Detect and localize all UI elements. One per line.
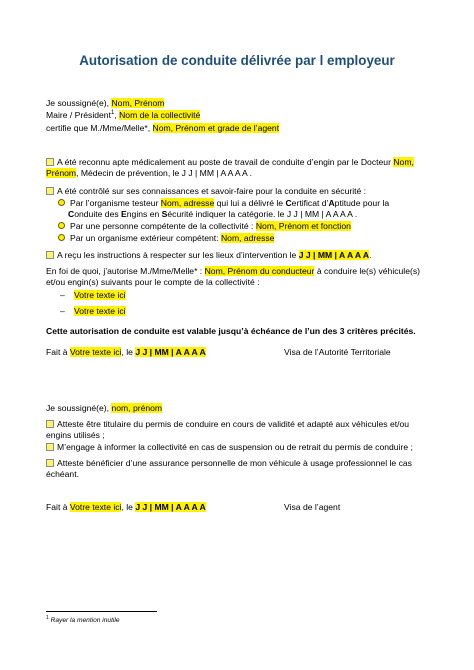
agent-date-field[interactable]: J J | MM | A A A A bbox=[135, 502, 206, 512]
medical-item-line2 bbox=[46, 168, 436, 179]
tester-text-b: qui lui a délivré le bbox=[214, 198, 286, 208]
instructions-checkbox[interactable] bbox=[46, 251, 54, 259]
dash-2: – bbox=[60, 306, 65, 316]
option-external bbox=[58, 233, 432, 244]
employer-visa-label: Visa de l’Autorité Territoriale bbox=[284, 347, 391, 357]
vehicle-field-1[interactable]: Votre texte ici bbox=[74, 290, 126, 300]
caces-date-text: écurité indiquer la catégorie. le J J | MM | A A A A . bbox=[167, 209, 358, 219]
option-tester bbox=[58, 198, 432, 209]
validity-statement: Cette autorisation de conduite est valable jusqu’à échéance de l’un des 3 critères précités. bbox=[46, 326, 416, 336]
medical-item bbox=[46, 157, 436, 168]
caces-text-f: ptitude pour la bbox=[334, 198, 390, 208]
licence-item-line2: engins utilisés ; bbox=[46, 430, 105, 440]
certify-line bbox=[46, 123, 436, 134]
employer-place-field[interactable]: Votre texte ici bbox=[69, 347, 122, 357]
caces-text-j: ngins en bbox=[126, 209, 162, 219]
agent-visa-label: Visa de l’agent bbox=[284, 502, 341, 512]
licence-checkbox[interactable] bbox=[46, 420, 54, 428]
external-text: Par un organisme extérieur compétent: bbox=[70, 233, 221, 243]
document-title: Autorisation de conduite délivrée par l employeur bbox=[79, 53, 395, 68]
footnote-divider bbox=[46, 611, 157, 612]
le-label-2: , le bbox=[121, 502, 136, 512]
fait-a-label-2: Fait à bbox=[46, 502, 70, 512]
authorization-line bbox=[46, 266, 436, 277]
agent-signature-line bbox=[46, 502, 436, 513]
vehicle-field-2[interactable]: Votre texte ici bbox=[74, 306, 126, 316]
employer-date-field[interactable]: J J | MM | A A A A bbox=[135, 347, 206, 357]
inform-item bbox=[46, 442, 436, 453]
certify-label: certifie que M./Mme/Melle*, bbox=[46, 123, 153, 133]
caces-c: C bbox=[285, 198, 292, 208]
training-checkbox[interactable] bbox=[46, 187, 54, 195]
authorization-text: En foi de quoi, j’autorise M./Mme/Melle* : bbox=[46, 266, 205, 276]
caces-a: A bbox=[328, 198, 335, 208]
caces-text-d: ertificat d’ bbox=[291, 198, 329, 208]
role-line bbox=[46, 110, 436, 121]
caces-e: E bbox=[121, 209, 127, 219]
footnote bbox=[46, 614, 120, 625]
internal-text: Par une personne compétente de la collectivité : bbox=[70, 221, 256, 231]
caces-c2: C bbox=[68, 209, 75, 219]
insurance-checkbox[interactable] bbox=[46, 459, 54, 467]
licence-text: Atteste être titulaire du permis de conduire en cours de validité et adapté aux véhicules et/ou bbox=[57, 419, 410, 429]
instructions-date-field[interactable]: J J | MM | A A A A bbox=[298, 250, 370, 260]
external-address-field[interactable]: Nom, adresse bbox=[220, 233, 275, 243]
caces-text-h: onduite des bbox=[74, 209, 122, 219]
option-internal bbox=[58, 221, 432, 232]
role-label: Maire / Président bbox=[46, 110, 111, 120]
agent-signer-field[interactable]: nom, prénom bbox=[111, 403, 163, 413]
dash-1: – bbox=[60, 290, 65, 300]
insurance-item-line2: échéant. bbox=[46, 469, 79, 479]
signer-name-field[interactable]: Nom, Prénom bbox=[111, 98, 165, 108]
authorization-line2 bbox=[46, 277, 436, 288]
authorization-text-c: et/ou engin(s) suivants pour le compte de la collectivité : bbox=[46, 277, 260, 287]
agent-place-field[interactable]: Votre texte ici bbox=[69, 502, 122, 512]
training-item bbox=[46, 186, 436, 197]
doctor-firstname-field[interactable]: Prénom bbox=[46, 168, 77, 178]
role-separator: , bbox=[114, 110, 120, 120]
instructions-text: A reçu les instructions à respecter sur les lieux d’intervention le bbox=[57, 250, 299, 260]
medical-text: A été reconnu apte médicalement au poste de travail de conduite d’engin par le Docteur bbox=[57, 157, 394, 167]
vehicle-item-1 bbox=[60, 290, 450, 301]
medical-checkbox[interactable] bbox=[46, 158, 54, 166]
instructions-item: A reçu les instructions à respecter sur les lieux d’intervention le J J | MM | A A A A. bbox=[46, 250, 436, 261]
option-internal-radio[interactable] bbox=[58, 222, 65, 229]
option-tester-radio[interactable] bbox=[58, 199, 65, 206]
agent-signer-line bbox=[46, 403, 436, 414]
internal-person-field[interactable]: Nom, Prénom et fonction bbox=[255, 221, 351, 231]
licence-item bbox=[46, 419, 436, 430]
signer-label: Je soussigné(e), bbox=[46, 98, 112, 108]
agent-signer-label: Je soussigné(e), bbox=[46, 403, 112, 413]
option-tester-line2 bbox=[68, 209, 442, 220]
doctor-name-field[interactable]: Nom, bbox=[393, 157, 414, 167]
authorization-text-b: à conduire le(s) véhicule(s) bbox=[314, 266, 421, 276]
option-external-radio[interactable] bbox=[58, 234, 65, 241]
driver-name-field[interactable]: Nom, Prénom du conducteur bbox=[204, 266, 315, 276]
collectivite-field[interactable]: Nom de la collectivité bbox=[119, 110, 201, 120]
fait-a-label: Fait à bbox=[46, 347, 70, 357]
footnote-number: 1 bbox=[46, 614, 49, 621]
medical-date-text: , Médecin de prévention, le J J | MM | A A A A . bbox=[76, 168, 253, 178]
insurance-item bbox=[46, 458, 436, 469]
caces-s: S bbox=[161, 209, 168, 219]
inform-text: M’engage à informer la collectivité en cas de suspension ou de retrait du permis de conduire ; bbox=[57, 442, 413, 452]
insurance-text: Atteste bénéficier d’une assurance personnelle de mon véhicule à usage professionnel le cas bbox=[57, 458, 412, 468]
vehicle-item-2 bbox=[60, 306, 450, 317]
tester-text: Par l’organisme testeur bbox=[70, 198, 161, 208]
agent-name-field[interactable]: Nom, Prénom et grade de l’agent bbox=[152, 123, 280, 133]
le-label: , le bbox=[121, 347, 136, 357]
signer-line bbox=[46, 98, 436, 109]
training-text: A été contrôlé sur ses connaissances et savoir-faire pour la conduite en sécurité : bbox=[57, 186, 367, 196]
footnote-text: Rayer la mention inutile bbox=[50, 617, 120, 624]
tester-address-field[interactable]: Nom, adresse bbox=[160, 198, 215, 208]
footnote-ref: 1 bbox=[110, 110, 115, 117]
inform-checkbox[interactable] bbox=[46, 443, 54, 451]
